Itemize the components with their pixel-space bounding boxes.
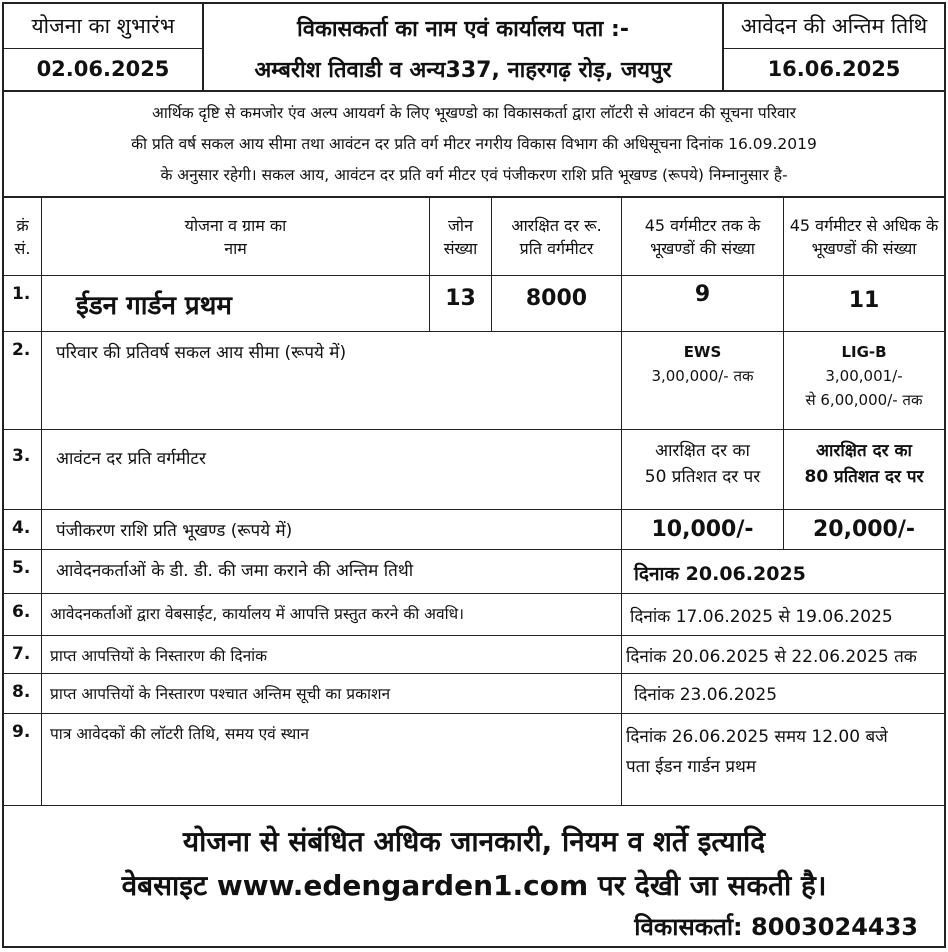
row-number: 6. (4, 594, 42, 635)
dd-deadline: दिनाक 20.06.2025 (634, 563, 806, 585)
table-row (4, 674, 944, 714)
table-row (4, 510, 944, 550)
developer-label: विकासकर्ता का नाम एवं कार्यालय पता :- (297, 17, 629, 42)
col-header-upto45: 45 वर्गमीटर तक के भूखण्डों की संख्या (622, 198, 784, 275)
col-header-zone: जोन संख्या (430, 198, 492, 275)
intro-line: आर्थिक दृष्टि से कमजोर एंव अल्प आयवर्ग के लिए भूखण्डो का विकासकर्ता द्वारा लॉटरी से आंवटन की सूचना परिवार (151, 104, 797, 122)
objection-disposal-dates: दिनांक 20.06.2025 से 22.06.2025 तक (626, 647, 917, 667)
row-number: 9. (4, 714, 42, 805)
row-number: 5. (4, 550, 42, 593)
row-label: प्राप्त आपत्तियों के निस्तारण पश्चात अन्तिम सूची का प्रकाशन (42, 674, 622, 713)
header-band (4, 4, 944, 92)
lig-rate-line: 80 प्रतिशत दर पर (804, 467, 924, 487)
notice (2, 2, 946, 948)
deadline-label: आवेदन की अन्तिम तिथि (724, 4, 944, 49)
deadline-date: 16.06.2025 (767, 57, 901, 81)
row-number: 1. (4, 276, 42, 331)
intro-paragraph (4, 90, 944, 198)
table-row (4, 276, 944, 332)
reserved-rate: 8000 (492, 276, 622, 331)
objection-period: दिनांक 17.06.2025 से 19.06.2025 (630, 607, 893, 627)
start-date: 02.06.2025 (36, 57, 170, 81)
plots-above-45: 11 (848, 288, 880, 313)
table-header-row (4, 198, 944, 276)
deadline-cell (724, 4, 944, 90)
table-row (4, 594, 944, 636)
row-number: 3. (4, 430, 42, 509)
row-label: पात्र आवेदकों की लॉटरी तिथि, समय एवं स्थान (42, 714, 622, 805)
col-header-above45: 45 वर्गमीटर से अधिक के भूखण्डों की संख्या (789, 215, 939, 258)
scheme-name: ईडन गार्डन प्रथम (76, 291, 232, 321)
ews-income-cell (622, 332, 784, 429)
lig-income-to: से 6,00,000/- तक (805, 391, 923, 409)
table-row (4, 430, 944, 510)
table-row (4, 714, 944, 806)
lig-rate-line: आरक्षित दर का (816, 441, 912, 461)
ews-rate-line: आरक्षित दर का (655, 441, 750, 461)
final-list-date: दिनांक 23.06.2025 (634, 685, 778, 705)
row-label: आवेदनकर्ताओं द्वारा वेबसाईट, कार्यालय में आपत्ति प्रस्तुत करने की अवधि। (42, 594, 622, 635)
col-header-scheme: योजना व ग्राम का नाम (42, 198, 430, 275)
table-row (4, 550, 944, 594)
lig-title: LIG-B (841, 343, 887, 361)
row-number: 4. (4, 510, 42, 549)
intro-line: की प्रति वर्ष सकल आय सीमा तथा आवंटन दर प्रति वर्ग मीटर नगरीय विकास विभाग की अधिसूचना दिनांक 16.09.2019 (131, 135, 817, 153)
start-cell (4, 4, 204, 90)
ews-rate-cell (622, 430, 784, 509)
ews-rate-line: 50 प्रतिशत दर पर (644, 467, 761, 487)
developer-cell (204, 4, 724, 90)
lig-registration-fee: 20,000/- (812, 517, 916, 542)
footer-info-line: योजना से संबंधित अधिक जानकारी, नियम व शर्ते इत्यादि (182, 825, 766, 858)
scheme-cell (42, 276, 430, 331)
col-header-rate: आरक्षित दर रू. प्रति वर्गमीटर (492, 198, 622, 275)
col-header-sr: क्रं सं. (4, 198, 42, 275)
lig-income-from: 3,00,001/- (825, 367, 903, 385)
table-row (4, 636, 944, 674)
ews-title: EWS (683, 343, 722, 361)
row-label: परिवार की प्रतिवर्ष सकल आय सीमा (रूपये में) (42, 332, 622, 429)
ews-registration-fee: 10,000/- (622, 510, 784, 549)
intro-line: के अनुसार रहेगी। सकल आय, आवंटन दर प्रति वर्ग मीटर एवं पंजीकरण राशि प्रति भूखण्ड (रूपये) निम्नानुसार है- (160, 166, 788, 184)
zone-number: 13 (430, 276, 492, 331)
footer-website-line: वेबसाइट www.edengarden1.com पर देखी जा सकती है। (121, 869, 827, 902)
developer-address: अम्बरीश तिवाडी व अन्य337, नाहरगढ़ रोड़, जयपुर (254, 58, 672, 83)
lig-income-cell (784, 332, 944, 429)
details-table (4, 198, 944, 806)
row-number: 8. (4, 674, 42, 713)
table-row (4, 332, 944, 430)
row-label: प्राप्त आपत्तियों के निस्तारण की दिनांक (42, 636, 622, 673)
row-label: आवेदनकर्ताओं के डी. डी. की जमा कराने की अन्तिम तिथी (42, 550, 622, 593)
start-label: योजना का शुभारंभ (4, 4, 202, 49)
row-number: 7. (4, 636, 42, 673)
row-label: आवंटन दर प्रति वर्गमीटर (42, 430, 622, 509)
lottery-details-cell (622, 714, 944, 805)
footer (4, 806, 944, 946)
ews-income: 3,00,000/- तक (651, 367, 754, 385)
row-number: 2. (4, 332, 42, 429)
row-label: पंजीकरण राशि प्रति भूखण्ड (रूपये में) (42, 510, 622, 549)
lig-rate-cell (784, 430, 944, 509)
developer-contact: विकासकर्ता: 8003024433 (634, 913, 918, 941)
plots-upto-45: 9 (622, 276, 784, 331)
lottery-venue: पता ईडन गार्डन प्रथम (626, 757, 757, 777)
lottery-date-time: दिनांक 26.06.2025 समय 12.00 बजे (626, 727, 888, 747)
